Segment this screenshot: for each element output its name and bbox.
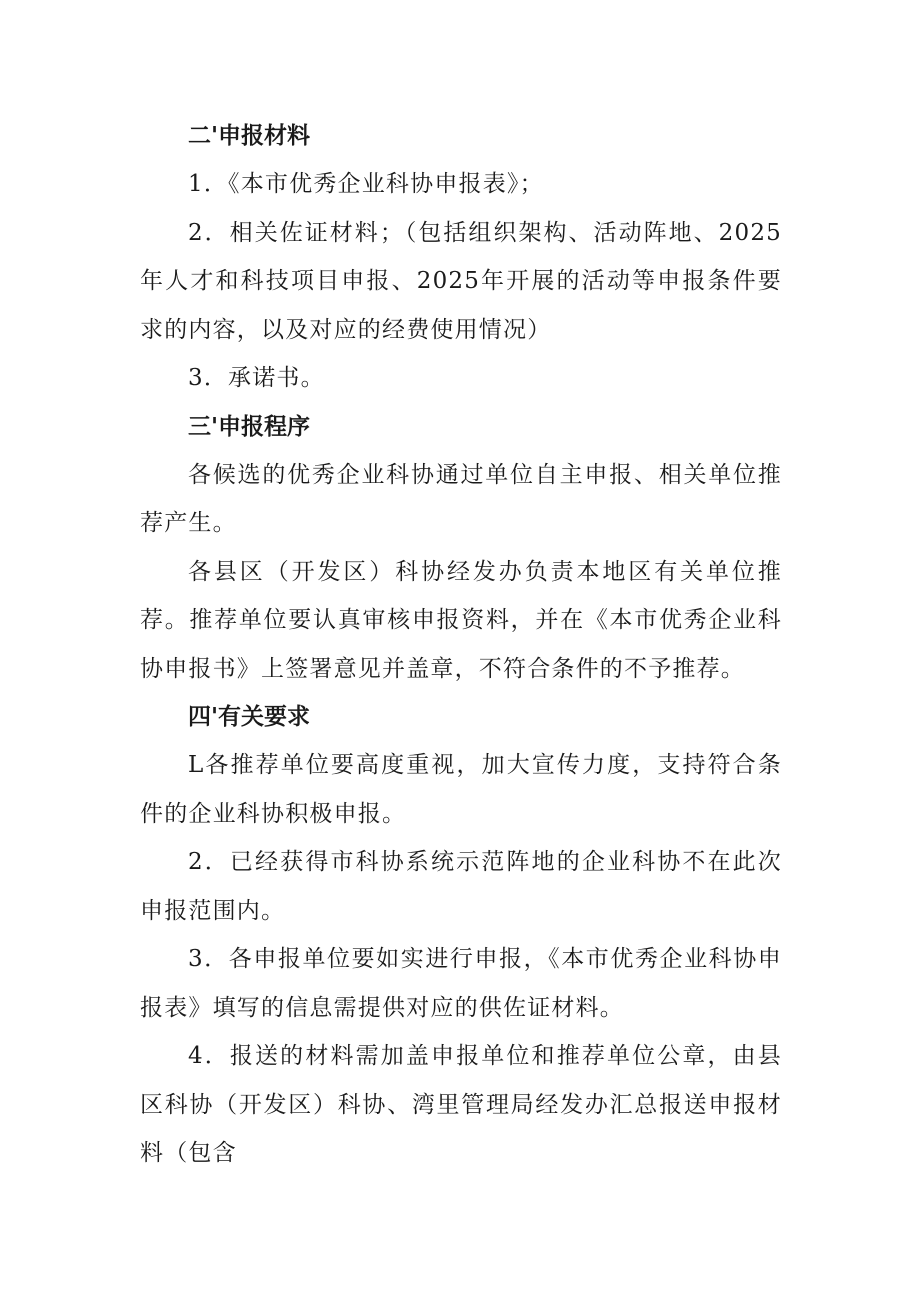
materials-item-3: 3．承诺书。 — [188, 365, 325, 391]
section-heading-requirements: 四'有关要求 — [188, 704, 311, 730]
procedure-paragraph-2: 各县区（开发区）科协经发办负责本地区有关单位推荐。推荐单位要认真审核申报资料，并在《本市优秀企业科协申报书》上签署意见并盖章，不符合条件的不予推荐。 — [140, 558, 782, 682]
requirements-item-1: L各推荐单位要高度重视，加大宣传力度，支持符合条件的企业科协积极申报。 — [140, 752, 782, 827]
requirements-item-3: 3．各申报单位要如实进行申报，《本市优秀企业科协申报表》填写的信息需提供对应的供佐证材料。 — [140, 946, 782, 1021]
procedure-paragraph-1: 各候选的优秀企业科协通过单位自主申报、相关单位推荐产生。 — [140, 461, 782, 536]
materials-item-1: 1．《本市优秀企业科协申报表》； — [188, 171, 544, 197]
section-heading-procedure: 三'申报程序 — [188, 413, 311, 440]
section-heading-materials: 二'申报材料 — [188, 123, 311, 149]
requirements-item-2: 2．已经获得市科协系统示范阵地的企业科协不在此次申报范围内。 — [140, 849, 782, 924]
materials-item-2: 2．相关佐证材料；（包括组织架构、活动阵地、2025年人才和科技项目申报、2025年开展的活动等申报条件要求的内容，以及对应的经费使用情况） — [140, 219, 782, 343]
requirements-item-4: 4．报送的材料需加盖申报单位和推荐单位公章，由县区科协（开发区）科协、湾里管理局经发办汇总报送申报材料（包含 — [140, 1043, 782, 1166]
document-body — [140, 112, 782, 1178]
